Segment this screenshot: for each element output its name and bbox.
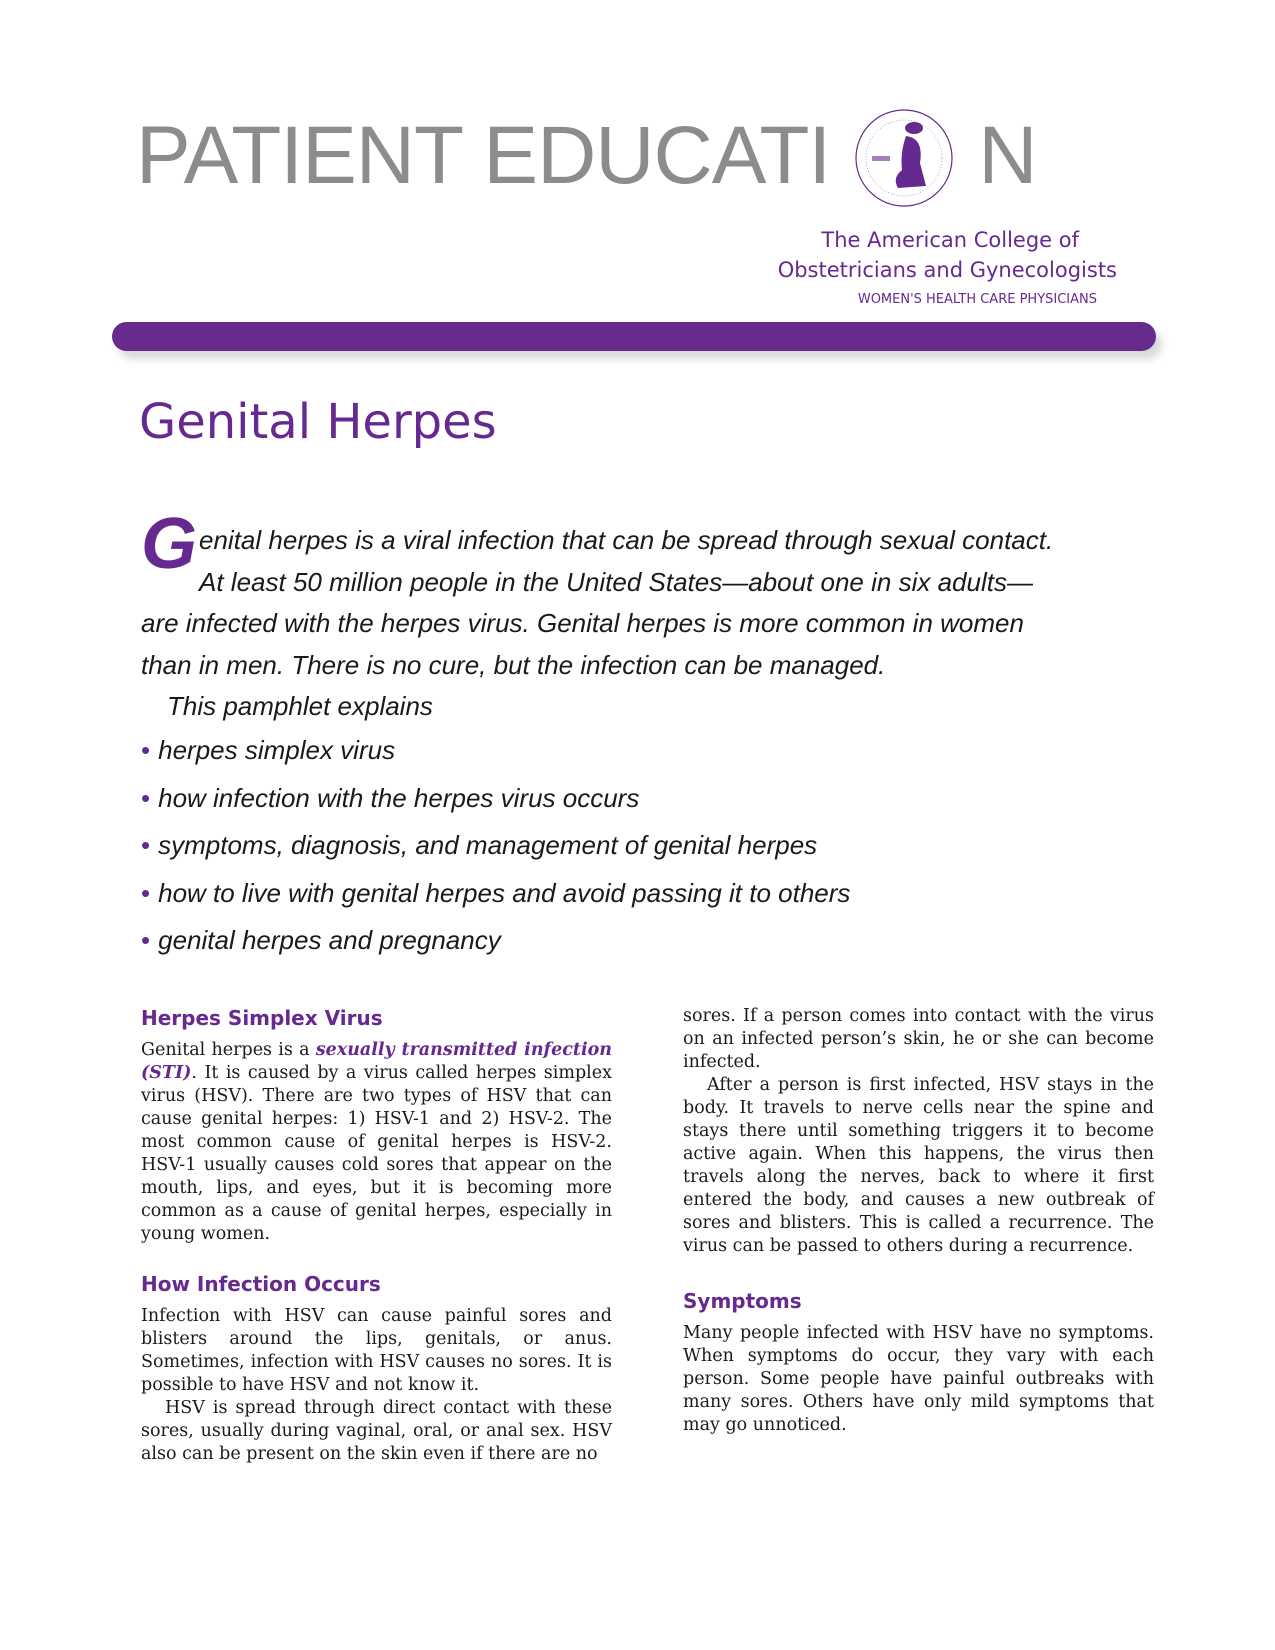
intro-paragraph bbox=[141, 504, 1061, 686]
bullet-text: genital herpes and pregnancy bbox=[158, 925, 501, 955]
bullet-item bbox=[141, 917, 1154, 965]
bullet-text: herpes simplex virus bbox=[158, 735, 396, 765]
org-name-line1: The American College of bbox=[821, 228, 1079, 252]
explains-lead: This pamphlet explains bbox=[167, 691, 433, 721]
content-flow bbox=[141, 504, 1154, 1466]
acog-seal-logo bbox=[836, 108, 972, 208]
title-text: PATIENT EDUCATI bbox=[136, 110, 831, 201]
page-title: Genital Herpes bbox=[139, 394, 497, 450]
bullet-text: symptoms, diagnosis, and management of genital herpes bbox=[158, 830, 818, 860]
section-heading-infection: How Infection Occurs bbox=[141, 1271, 381, 1296]
patient-education-title bbox=[136, 108, 1037, 208]
bullet-item bbox=[141, 822, 1154, 870]
infection-paragraph-2: HSV is spread through direct contact with these sores, usually during vaginal, oral, or anal sex. HSV also can be present on the skin even if there are no bbox=[141, 1397, 612, 1464]
bullet-icon: • bbox=[141, 782, 151, 813]
infection-paragraph-1: Infection with HSV can cause painful sores and blisters around the lips, genitals, or anus. Sometimes, infection with HSV causes no sores. It is possible to have HSV and not know it. bbox=[141, 1305, 612, 1395]
bullet-icon: • bbox=[141, 735, 151, 765]
glossary-term-sti[interactable]: sexually transmitted infection (STI) bbox=[141, 1039, 613, 1083]
bullet-icon: • bbox=[141, 877, 151, 908]
left-column bbox=[141, 1005, 612, 1466]
title-end: N bbox=[978, 110, 1038, 201]
bullet-item bbox=[141, 727, 1154, 775]
bullet-item bbox=[141, 775, 1154, 823]
right-column bbox=[683, 1005, 1154, 1466]
bullet-text: how to live with genital herpes and avoid passing it to others bbox=[158, 877, 851, 908]
header-divider-bar bbox=[112, 322, 1156, 351]
symptoms-paragraph: Many people infected with HSV have no symptoms. When symptoms do occur, they vary with each person. Some people have painful outbreaks with many sores. Others have only mild symptoms that may go unnoticed. bbox=[683, 1322, 1154, 1435]
infection-paragraph-2-cont: sores. If a person comes into contact with the virus on an infected person’s skin, he or she can become infected. bbox=[683, 1005, 1154, 1072]
bullet-icon: • bbox=[141, 830, 151, 860]
bullet-item bbox=[141, 870, 1154, 918]
org-name-line2: Obstetricians and Gynecologists bbox=[777, 258, 1117, 282]
two-column-body bbox=[141, 1005, 1154, 1466]
infection-paragraph-3: After a person is first infected, HSV stays in the body. It travels to nerve cells near the spine and stays there until something triggers it to become active again. When this happens, the virus then travels along the nerves, back to where it first entered the body, and causes a new outbreak of sores and blisters. This is called a recurrence. The virus can be passed to others during a recurrence. bbox=[683, 1074, 1154, 1256]
bullet-text: how infection with the herpes virus occurs bbox=[158, 782, 640, 813]
text: . It is caused by a virus called herpes simplex virus (HSV). There are two types of HSV that can cause genital herpes: 1) HSV-1 and 2) HSV-2. The most common cause of genital herpes is HSV-2. HSV-1 usually causes cold sores that appear on the mouth, lips, and eyes, but it is becoming more common as a cause of genital herpes, especially in young women. bbox=[141, 1062, 612, 1244]
drop-cap: G bbox=[141, 504, 198, 584]
section-heading-hsv: Herpes Simplex Virus bbox=[141, 1005, 383, 1030]
section-heading-symptoms: Symptoms bbox=[683, 1288, 802, 1313]
org-tagline: WOMEN'S HEALTH CARE PHYSICIANS bbox=[857, 292, 1097, 307]
intro-text: enital herpes is a viral infection that can be spread through sexual contact. At least 50 million people in the United States—about one in six adults—are infected with the herpes virus. Genital herpes is more common in women than in men. There is no cure, but the infection can be managed. bbox=[141, 525, 1054, 680]
bullet-icon: • bbox=[141, 925, 151, 955]
text: Genital herpes is a bbox=[141, 1039, 316, 1060]
hsv-paragraph bbox=[141, 1039, 612, 1246]
